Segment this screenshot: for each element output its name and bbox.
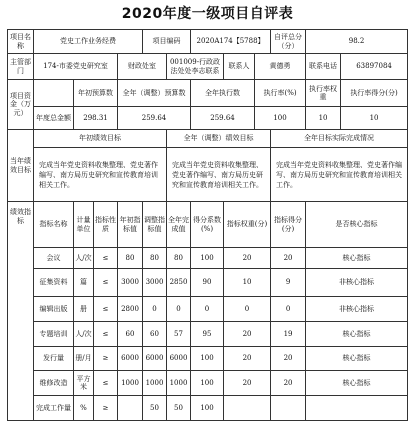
ind-score: 9: [271, 269, 306, 297]
ind-actual: 6000: [167, 347, 191, 371]
project-code-label: 项目编码: [143, 30, 191, 54]
ind-coefficient: 100: [191, 371, 224, 396]
ind-unit: %: [74, 396, 94, 421]
ind-nature: ≥: [94, 347, 118, 371]
department-label: 主管部门: [8, 54, 34, 80]
project-name-label: 项目名称: [8, 30, 34, 54]
ind-name: 编辑出版: [34, 297, 74, 322]
ind-weight: 10: [224, 269, 271, 297]
ind-coefficient: 95: [191, 322, 224, 347]
ind-name: 维修改造: [34, 371, 74, 396]
ind-name: 专题培训: [34, 322, 74, 347]
funds-header-weight: 执行率权重: [306, 80, 341, 107]
ind-adjusted: 80: [143, 248, 167, 269]
ind-score: 19: [271, 322, 306, 347]
ind-score: 0: [271, 297, 306, 322]
funds-adjusted-value: 259.64: [118, 107, 191, 130]
self-score-value: 98.2: [306, 30, 408, 54]
funds-header-adjusted: 全年（调整）预算数: [118, 80, 191, 107]
ind-name: 发行量: [34, 347, 74, 371]
ind-score: 20: [271, 371, 306, 396]
project-code-value: 2020A174【5788】: [191, 30, 271, 54]
ind-unit: 人/次: [74, 248, 94, 269]
funds-rate-value: 100: [255, 107, 306, 130]
funds-header-score: 执行率得分(分): [341, 80, 408, 107]
ind-core: 核心指标: [306, 248, 408, 269]
ind-weight: 20: [224, 371, 271, 396]
ind-weight: 0: [224, 297, 271, 322]
ind-actual: 80: [167, 248, 191, 269]
project-name-row: [8, 30, 408, 54]
ind-coefficient: 90: [191, 269, 224, 297]
page-title: 2020年度一级项目自评表: [121, 6, 294, 22]
indicator-row: [8, 322, 408, 347]
ind-weight: [224, 396, 271, 421]
funds-value-row: [8, 107, 408, 130]
ind-adjusted: 3000: [143, 269, 167, 297]
ind-initial: 60: [118, 322, 143, 347]
ind-adjusted: 0: [143, 297, 167, 322]
ind-score: 20: [271, 347, 306, 371]
ind-core: 核心指标: [306, 322, 408, 347]
ind-score: 20: [271, 248, 306, 269]
funds-blank-cell: [34, 80, 74, 107]
ind-unit: 篇: [74, 269, 94, 297]
ind-actual: 50: [167, 396, 191, 421]
ind-coefficient: 0: [191, 297, 224, 322]
finance-office-label: 财政处室: [118, 54, 167, 80]
ind-core: 非核心指标: [306, 297, 408, 322]
ind-core: 核心指标: [306, 371, 408, 396]
ind-header-actual: 全年完成值: [167, 202, 191, 248]
indicators-side-label: 绩效指标: [8, 202, 34, 421]
ind-coefficient: 100: [191, 248, 224, 269]
ind-unit: 平方米: [74, 371, 94, 396]
ind-header-weight: 指标权重(分): [224, 202, 271, 248]
ind-actual: 2850: [167, 269, 191, 297]
funds-header-initial: 年初预算数: [74, 80, 118, 107]
goals-header-row: [8, 130, 408, 148]
ind-header-nature: 指标性质: [94, 202, 118, 248]
ind-header-score: 指标得分(分): [271, 202, 306, 248]
indicator-row: [8, 297, 408, 322]
ind-initial: [118, 396, 143, 421]
ind-unit: 人/次: [74, 322, 94, 347]
goal-adjusted-text: 完成当年党史资料收集整理、党史著作编写、南方局历史研究和宣传教育培训相关工作。: [167, 148, 271, 202]
indicator-row: [8, 347, 408, 371]
goals-header-actual: 全年目标实际完成情况: [271, 130, 408, 148]
finance-office-value: 001009-行政政法处处李志联系: [167, 54, 224, 80]
department-row: [8, 54, 408, 80]
evaluation-table: [7, 29, 408, 421]
contact-label: 联系人: [224, 54, 255, 80]
goals-text-row: [8, 148, 408, 202]
indicator-row: [8, 269, 408, 297]
ind-initial: 1000: [118, 371, 143, 396]
ind-adjusted: 6000: [143, 347, 167, 371]
goals-side-label: 当年绩效目标: [8, 130, 34, 202]
funds-row-label: 年度总金额: [34, 107, 74, 130]
ind-core: 核心指标: [306, 347, 408, 371]
ind-initial: 80: [118, 248, 143, 269]
ind-header-adjusted: 调整指标值: [143, 202, 167, 248]
ind-weight: 20: [224, 347, 271, 371]
funds-header-rate: 执行率(%): [255, 80, 306, 107]
ind-core: [306, 396, 408, 421]
ind-adjusted: 1000: [143, 371, 167, 396]
project-name-value: 党史工作业务经费: [34, 30, 143, 54]
ind-header-coefficient: 得分系数(%): [191, 202, 224, 248]
funds-header-row: [8, 80, 408, 107]
ind-adjusted: 60: [143, 322, 167, 347]
ind-name: 征集资料: [34, 269, 74, 297]
funds-executed-value: 259.64: [191, 107, 255, 130]
ind-coefficient: 100: [191, 347, 224, 371]
ind-weight: 20: [224, 248, 271, 269]
ind-nature: ≤: [94, 322, 118, 347]
ind-actual: 1000: [167, 371, 191, 396]
ind-coefficient: 100: [191, 396, 224, 421]
goal-initial-text: 完成当年党史资料收集整理、党史著作编写、南方局历史研究和宣传教育培训相关工作。: [34, 148, 167, 202]
phone-label: 联系电话: [306, 54, 341, 80]
indicator-row: [8, 371, 408, 396]
ind-name: 会议: [34, 248, 74, 269]
ind-initial: 6000: [118, 347, 143, 371]
ind-nature: ≥: [94, 396, 118, 421]
funds-weight-value: 10: [306, 107, 341, 130]
ind-nature: ≤: [94, 269, 118, 297]
ind-nature: ≤: [94, 371, 118, 396]
ind-header-unit: 计量单位: [74, 202, 94, 248]
funds-score-value: 10: [341, 107, 408, 130]
indicator-header-row: [8, 202, 408, 248]
funds-header-executed: 全年执行数: [191, 80, 255, 107]
ind-weight: 20: [224, 322, 271, 347]
goal-actual-text: 完成当年党史资料收集整理、党史著作编写、南方局历史研究和宣传教育培训相关工作。: [271, 148, 408, 202]
phone-value: 63897084: [341, 54, 408, 80]
ind-header-name: 指标名称: [34, 202, 74, 248]
ind-nature: ≤: [94, 248, 118, 269]
ind-header-core: 是否核心指标: [306, 202, 408, 248]
ind-adjusted: 50: [143, 396, 167, 421]
self-score-label: 自评总分（分）: [271, 30, 306, 54]
ind-initial: 3000: [118, 269, 143, 297]
ind-unit: 册/月: [74, 347, 94, 371]
ind-initial: 2800: [118, 297, 143, 322]
indicator-row: [8, 396, 408, 421]
department-value: 174-市委党史研究室: [34, 54, 118, 80]
goals-header-initial: 年初绩效目标: [34, 130, 167, 148]
goals-header-adjusted: 全年（调整）绩效目标: [167, 130, 271, 148]
ind-name: 完成工作量: [34, 396, 74, 421]
ind-actual: 57: [167, 322, 191, 347]
ind-core: 非核心指标: [306, 269, 408, 297]
ind-actual: 0: [167, 297, 191, 322]
contact-value: 黄德勇: [255, 54, 306, 80]
ind-nature: ≤: [94, 297, 118, 322]
funds-side-label: 项目资金（万元）: [8, 80, 34, 130]
indicator-row: [8, 248, 408, 269]
ind-header-initial: 年初指标值: [118, 202, 143, 248]
ind-unit: 册: [74, 297, 94, 322]
funds-initial-value: 298.31: [74, 107, 118, 130]
ind-score: [271, 396, 306, 421]
